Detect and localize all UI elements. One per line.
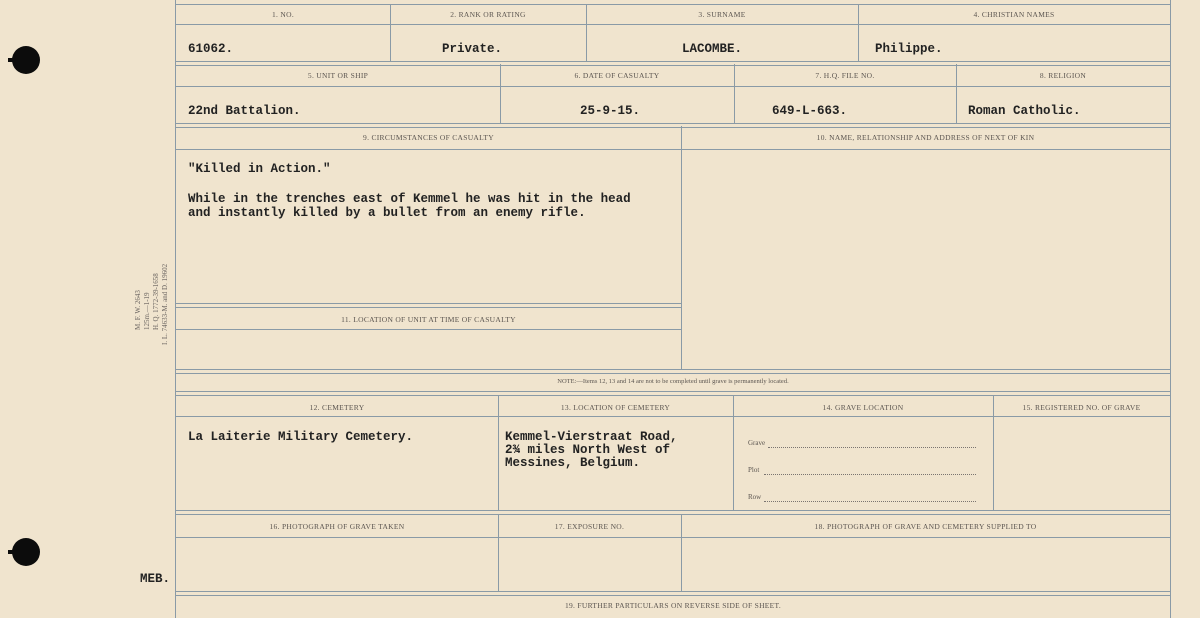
value-circumstances-2: While in the trenches east of Kemmel he was hit in the head bbox=[188, 192, 631, 206]
r3-div bbox=[681, 126, 682, 370]
row16-label-line bbox=[176, 537, 1170, 538]
value-cemetery: La Laiterie Military Cemetery. bbox=[188, 430, 414, 444]
plot-field-label: Plot bbox=[748, 466, 760, 474]
label-grave-location: 14. GRAVE LOCATION bbox=[822, 403, 904, 412]
clerk-initials: MEB. bbox=[140, 572, 171, 586]
plot-field-dots bbox=[764, 474, 976, 475]
r12-div3 bbox=[993, 395, 994, 511]
row1-label-line bbox=[176, 24, 1170, 25]
side-print-4: I. L. 74633-M. and D. 19602 bbox=[161, 263, 169, 345]
row1-top bbox=[176, 4, 1170, 5]
side-print-1: M. F. W. 2643 bbox=[134, 290, 142, 330]
value-christian-names: Philippe. bbox=[875, 42, 943, 56]
value-hq-file: 649-L-663. bbox=[772, 104, 848, 118]
value-unit: 22nd Battalion. bbox=[188, 104, 301, 118]
label-location-unit: 11. LOCATION OF UNIT AT TIME OF CASUALTY bbox=[341, 315, 516, 324]
row12-bottom bbox=[176, 510, 1170, 515]
row1-bottom bbox=[176, 61, 1170, 66]
row11-top bbox=[176, 303, 681, 308]
note-text: NOTE:—Items 12, 13 and 14 are not to be completed until grave is permanently located. bbox=[557, 378, 789, 385]
grave-field-dots bbox=[768, 447, 976, 448]
label-photo-supplied: 18. PHOTOGRAPH OF GRAVE AND CEMETERY SUPPLIED TO bbox=[814, 522, 1037, 531]
row2-label-line bbox=[176, 86, 1170, 87]
row12-label-line bbox=[176, 416, 1170, 417]
label-cemetery: 12. CEMETERY bbox=[309, 403, 365, 412]
note-top bbox=[176, 369, 1170, 374]
row-field-dots bbox=[764, 501, 976, 502]
label-circumstances: 9. CIRCUMSTANCES OF CASUALTY bbox=[363, 133, 494, 142]
value-rank: Private. bbox=[442, 42, 503, 56]
punch-hole-bottom bbox=[12, 538, 40, 566]
row19-top bbox=[176, 591, 1170, 596]
label-no: 1. NO. bbox=[271, 10, 294, 19]
label-location-cemetery: 13. LOCATION OF CEMETERY bbox=[560, 403, 671, 412]
label-photo-taken: 16. PHOTOGRAPH OF GRAVE TAKEN bbox=[269, 522, 405, 531]
value-no: 61062. bbox=[188, 42, 234, 56]
label-date: 6. DATE OF CASUALTY bbox=[574, 71, 660, 80]
row11-label-line bbox=[176, 329, 681, 330]
r12-div2 bbox=[733, 395, 734, 511]
label-surname: 3. SURNAME bbox=[698, 10, 746, 19]
label-christian-names: 4. CHRISTIAN NAMES bbox=[973, 10, 1055, 19]
label-unit: 5. UNIT OR SHIP bbox=[307, 71, 369, 80]
punch-hole-top bbox=[12, 46, 40, 74]
row3-label-line bbox=[176, 149, 1170, 150]
value-location-cemetery-1: Kemmel-Vierstraat Road, bbox=[505, 430, 678, 444]
value-surname: LACOMBE. bbox=[682, 42, 743, 56]
side-print-3: H. Q. 1772-39-1658 bbox=[152, 273, 160, 330]
value-date: 25-9-15. bbox=[580, 104, 641, 118]
value-location-cemetery-2: 2¾ miles North West of bbox=[505, 443, 671, 457]
label-rank: 2. RANK OR RATING bbox=[450, 10, 526, 19]
label-exposure: 17. EXPOSURE NO. bbox=[554, 522, 625, 531]
grave-field-label: Grave bbox=[748, 439, 766, 447]
r12-div1 bbox=[498, 395, 499, 511]
label-further: 19. FURTHER PARTICULARS ON REVERSE SIDE OF SHEET. bbox=[564, 601, 782, 610]
side-print-2: 125m.—1-19 bbox=[143, 292, 151, 330]
note-bottom bbox=[176, 391, 1170, 396]
right-border bbox=[1170, 0, 1171, 618]
row2-bottom bbox=[176, 123, 1170, 128]
value-circumstances-1: "Killed in Action." bbox=[188, 162, 331, 176]
label-next-of-kin: 10. NAME, RELATIONSHIP AND ADDRESS OF NEXT OF KIN bbox=[816, 133, 1035, 142]
value-religion: Roman Catholic. bbox=[968, 104, 1081, 118]
row-field-label: Row bbox=[748, 493, 762, 501]
value-circumstances-3: and instantly killed by a bullet from an enemy rifle. bbox=[188, 206, 586, 220]
label-registered-no: 15. REGISTERED NO. OF GRAVE bbox=[1022, 403, 1141, 412]
value-location-cemetery-3: Messines, Belgium. bbox=[505, 456, 641, 470]
label-hq-file: 7. H.Q. FILE NO. bbox=[815, 71, 875, 80]
label-religion: 8. RELIGION bbox=[1039, 71, 1087, 80]
